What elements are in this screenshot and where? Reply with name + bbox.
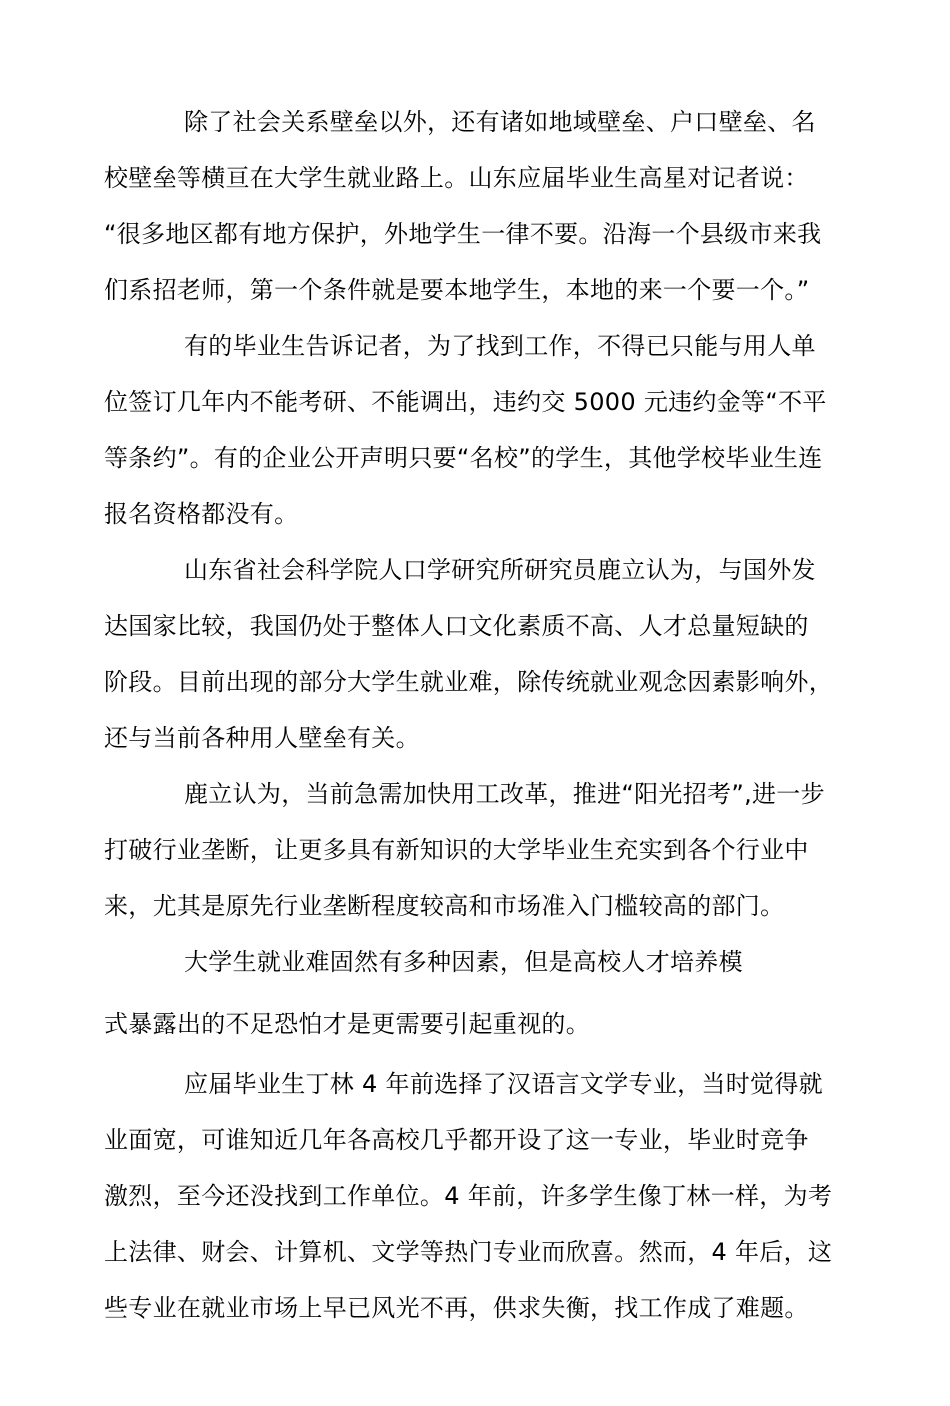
text-line: 业面宽，可谁知近几年各高校几乎都开设了这一专业，毕业时竞争 <box>104 1126 809 1154</box>
text-line: 山东省社会科学院人口学研究所研究员鹿立认为，与国外发 <box>184 556 816 584</box>
text-line: 位签订几年内不能考研、不能调出，违约交 5000 元违约金等“不平 <box>104 388 827 416</box>
text-line: 式暴露出的不足恐怕才是更需要引起重视的。 <box>104 1010 590 1038</box>
text-line: 应届毕业生丁林 4 年前选择了汉语言文学专业，当时觉得就 <box>184 1070 823 1098</box>
text-line: “很多地区都有地方保护，外地学生一律不要。沿海一个县级市来我 <box>104 220 822 248</box>
text-line: 些专业在就业市场上早已风光不再，供求失衡，找工作成了难题。 <box>104 1294 809 1322</box>
text-line: 来，尤其是原先行业垄断程度较高和市场准入门槛较高的部门。 <box>104 892 785 920</box>
text-line: 还与当前各种用人壁垒有关。 <box>104 724 420 752</box>
text-line: 除了社会关系壁垒以外，还有诸如地域壁垒、户口壁垒、名 <box>184 108 816 136</box>
text-line: 达国家比较，我国仍处于整体人口文化素质不高、人才总量短缺的 <box>104 612 809 640</box>
text-line: 上法律、财会、计算机、文学等热门专业而欣喜。然而，4 年后，这 <box>104 1238 833 1266</box>
text-line: 鹿立认为，当前急需加快用工改革，推进“阳光招考”,进一步 <box>184 780 825 808</box>
text-line: 大学生就业难固然有多种因素，但是高校人才培养模 <box>184 948 743 976</box>
text-line: 打破行业垄断，让更多具有新知识的大学毕业生充实到各个行业中 <box>104 836 809 864</box>
text-line: 报名资格都没有。 <box>104 500 299 528</box>
text-line: 激烈，至今还没找到工作单位。4 年前，许多学生像丁林一样，为考 <box>104 1182 833 1210</box>
text-line: 们系招老师，第一个条件就是要本地学生，本地的来一个要一个。” <box>104 276 810 304</box>
text-line: 等条约”。有的企业公开声明只要“名校”的学生，其他学校毕业生连 <box>104 444 823 472</box>
text-line: 阶段。目前出现的部分大学生就业难，除传统就业观念因素影响外， <box>104 668 833 696</box>
text-line: 校壁垒等横亘在大学生就业路上。山东应届毕业生高星对记者说： <box>104 164 809 192</box>
text-line: 有的毕业生告诉记者，为了找到工作，不得已只能与用人单 <box>184 332 816 360</box>
